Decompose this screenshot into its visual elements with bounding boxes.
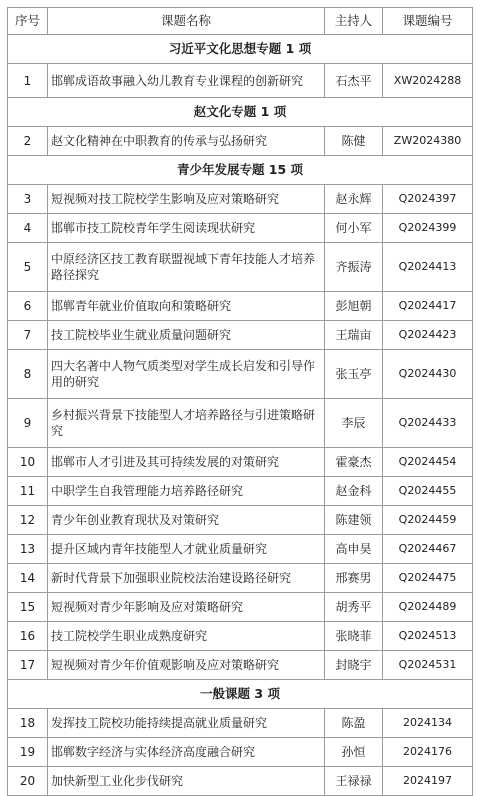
project-name: 加快新型工业化步伐研究 xyxy=(48,767,325,796)
project-name: 提升区域内青年技能型人才就业质量研究 xyxy=(48,535,325,564)
section-title: 青少年发展专题 15 项 xyxy=(8,156,473,185)
project-name: 邯郸成语故事融入幼儿教育专业课程的创新研究 xyxy=(48,64,325,98)
table-row xyxy=(8,214,473,243)
project-name: 中职学生自我管理能力培养路径研究 xyxy=(48,477,325,506)
row-number: 1 xyxy=(8,64,48,98)
project-name: 赵文化精神在中职教育的传承与弘扬研究 xyxy=(48,127,325,156)
section-title: 一般课题 3 项 xyxy=(8,680,473,709)
project-code: Q2024454 xyxy=(383,448,473,477)
row-number: 16 xyxy=(8,622,48,651)
row-number: 18 xyxy=(8,709,48,738)
project-code: Q2024423 xyxy=(383,321,473,350)
project-host: 何小军 xyxy=(325,214,383,243)
section-title: 习近平文化思想专题 1 项 xyxy=(8,35,473,64)
table-row xyxy=(8,593,473,622)
table-row xyxy=(8,767,473,796)
row-number: 10 xyxy=(8,448,48,477)
table-row xyxy=(8,399,473,448)
project-code: Q2024455 xyxy=(383,477,473,506)
row-number: 5 xyxy=(8,243,48,292)
project-host: 赵永辉 xyxy=(325,185,383,214)
project-host: 胡秀平 xyxy=(325,593,383,622)
project-host: 霍豪杰 xyxy=(325,448,383,477)
row-number: 17 xyxy=(8,651,48,680)
project-host: 封晓宇 xyxy=(325,651,383,680)
section-row xyxy=(8,35,473,64)
project-code: Q2024531 xyxy=(383,651,473,680)
header-host: 主持人 xyxy=(325,8,383,35)
project-name: 邯郸青年就业价值取向和策略研究 xyxy=(48,292,325,321)
row-number: 20 xyxy=(8,767,48,796)
project-host: 齐振涛 xyxy=(325,243,383,292)
row-number: 9 xyxy=(8,399,48,448)
table-row xyxy=(8,709,473,738)
project-name: 技工院校毕业生就业质量问题研究 xyxy=(48,321,325,350)
project-code: Q2024397 xyxy=(383,185,473,214)
project-host: 李辰 xyxy=(325,399,383,448)
header-no: 序号 xyxy=(8,8,48,35)
project-code: Q2024513 xyxy=(383,622,473,651)
header-code: 课题编号 xyxy=(383,8,473,35)
table-row xyxy=(8,64,473,98)
project-name: 技工院校学生职业成熟度研究 xyxy=(48,622,325,651)
row-number: 6 xyxy=(8,292,48,321)
table-row xyxy=(8,564,473,593)
table-row xyxy=(8,535,473,564)
table-row xyxy=(8,243,473,292)
project-code: Q2024467 xyxy=(383,535,473,564)
project-host: 孙恒 xyxy=(325,738,383,767)
section-row xyxy=(8,98,473,127)
project-host: 王瑞亩 xyxy=(325,321,383,350)
project-name: 短视频对青少年影响及应对策略研究 xyxy=(48,593,325,622)
row-number: 19 xyxy=(8,738,48,767)
project-name: 邯郸市技工院校青年学生阅读现状研究 xyxy=(48,214,325,243)
table-row xyxy=(8,292,473,321)
row-number: 2 xyxy=(8,127,48,156)
project-code: XW2024288 xyxy=(383,64,473,98)
row-number: 7 xyxy=(8,321,48,350)
row-number: 13 xyxy=(8,535,48,564)
section-title: 赵文化专题 1 项 xyxy=(8,98,473,127)
table-row xyxy=(8,185,473,214)
project-host: 邢赛男 xyxy=(325,564,383,593)
project-code: Q2024413 xyxy=(383,243,473,292)
project-name: 四大名著中人物气质类型对学生成长启发和引导作用的研究 xyxy=(48,350,325,399)
project-host: 石杰平 xyxy=(325,64,383,98)
row-number: 12 xyxy=(8,506,48,535)
project-host: 王禄禄 xyxy=(325,767,383,796)
project-name: 短视频对青少年价值观影响及应对策略研究 xyxy=(48,651,325,680)
row-number: 3 xyxy=(8,185,48,214)
project-name: 邯郸市人才引进及其可持续发展的对策研究 xyxy=(48,448,325,477)
project-host: 高申昊 xyxy=(325,535,383,564)
project-host: 陈盈 xyxy=(325,709,383,738)
project-name: 中原经济区技工教育联盟视域下青年技能人才培养路径探究 xyxy=(48,243,325,292)
row-number: 11 xyxy=(8,477,48,506)
project-host: 张晓菲 xyxy=(325,622,383,651)
table-row xyxy=(8,127,473,156)
project-name: 邯郸数字经济与实体经济高度融合研究 xyxy=(48,738,325,767)
project-host: 陈建领 xyxy=(325,506,383,535)
table-row xyxy=(8,321,473,350)
project-host: 张玉亭 xyxy=(325,350,383,399)
table-header-row xyxy=(8,8,473,35)
table-row xyxy=(8,477,473,506)
project-name: 发挥技工院校功能持续提高就业质量研究 xyxy=(48,709,325,738)
project-name: 乡村振兴背景下技能型人才培养路径与引进策略研究 xyxy=(48,399,325,448)
row-number: 15 xyxy=(8,593,48,622)
table-row xyxy=(8,448,473,477)
section-row xyxy=(8,156,473,185)
table-row xyxy=(8,622,473,651)
project-code: Q2024430 xyxy=(383,350,473,399)
project-code: ZW2024380 xyxy=(383,127,473,156)
section-row xyxy=(8,680,473,709)
project-host: 彭旭朝 xyxy=(325,292,383,321)
project-code: Q2024489 xyxy=(383,593,473,622)
row-number: 8 xyxy=(8,350,48,399)
row-number: 14 xyxy=(8,564,48,593)
table-body xyxy=(8,8,473,796)
table-row xyxy=(8,738,473,767)
project-name: 新时代背景下加强职业院校法治建设路径研究 xyxy=(48,564,325,593)
table-row xyxy=(8,651,473,680)
project-code: Q2024475 xyxy=(383,564,473,593)
project-code: 2024176 xyxy=(383,738,473,767)
project-name: 青少年创业教育现状及对策研究 xyxy=(48,506,325,535)
project-code: Q2024399 xyxy=(383,214,473,243)
table-row xyxy=(8,350,473,399)
project-host: 陈健 xyxy=(325,127,383,156)
table-row xyxy=(8,506,473,535)
row-number: 4 xyxy=(8,214,48,243)
project-code: Q2024459 xyxy=(383,506,473,535)
project-code: 2024197 xyxy=(383,767,473,796)
project-code: Q2024433 xyxy=(383,399,473,448)
project-name: 短视频对技工院校学生影响及应对策略研究 xyxy=(48,185,325,214)
header-name: 课题名称 xyxy=(48,8,325,35)
project-code: 2024134 xyxy=(383,709,473,738)
project-list-table xyxy=(7,7,473,796)
project-code: Q2024417 xyxy=(383,292,473,321)
project-host: 赵金科 xyxy=(325,477,383,506)
